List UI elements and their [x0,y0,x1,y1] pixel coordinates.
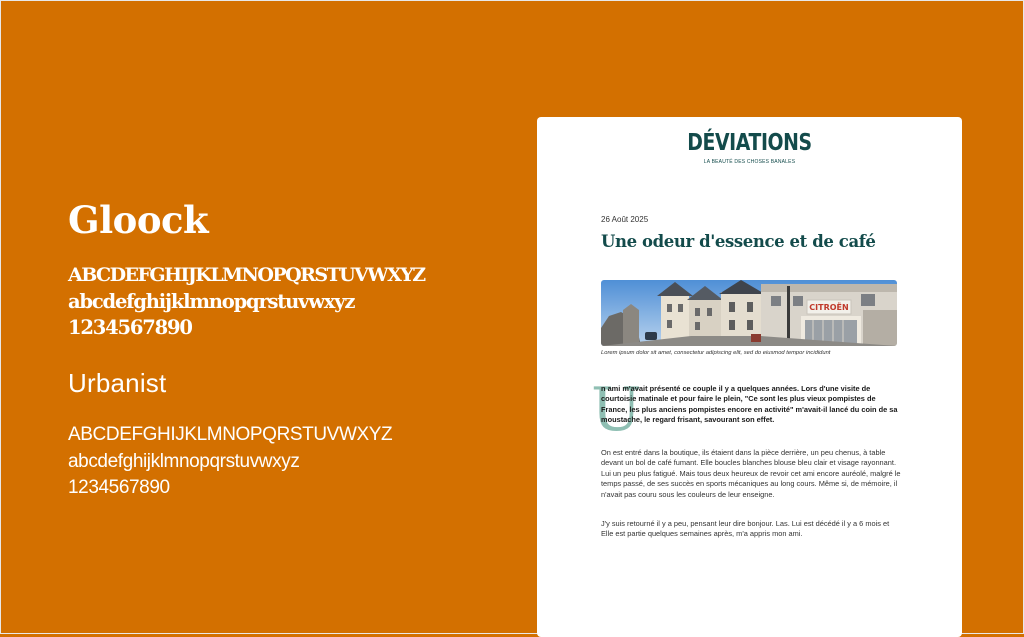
deviations-logo: DÉVIATIONS [687,130,812,156]
urbanist-font-name: Urbanist [68,368,167,398]
urbanist-uppercase-sample: ABCDEFGHIJKLMNOPQRSTUVWXYZ [68,424,393,445]
gloock-lowercase-sample: abcdefghijklmnopqrstuvwxyz [68,290,355,313]
citroen-sign-text: CITROËN [809,303,849,312]
street-photo [601,280,897,346]
gloock-uppercase-sample: ABCDEFGHIJKLMNOPQRSTUVWXYZ [68,264,425,286]
drop-cap: U [591,375,642,445]
article-lede: n ami m'avait présenté ce couple il y a quelques années. Lors d'une visite de courtoisie matinale et pour faire le plein, "Ce sont les plus vieux pompistes de France, les plus anciens pompistes encore en activité" m'avait-il lancé du coin de sa moustache, le regard frisant, savourant son effet. [601,384,898,425]
urbanist-numbers-sample: 1234567890 [68,477,170,498]
article-card [537,117,962,637]
logo-tagline: LA BEAUTÉ DES CHOSES BANALES [703,159,796,165]
article-headline: Une odeur d'essence et de café [601,232,876,251]
gloock-font-name: Gloock [68,198,209,242]
urbanist-lowercase-sample: abcdefghijklmnopqrstuvwxyz [68,451,300,472]
article-date: 26 Août 2025 [601,215,649,224]
photo-caption: Lorem ipsum dolor sit amet, consectetur adipiscing elit, sed do eiusmod tempor incididunt [601,350,831,356]
article-paragraph: J'y suis retourné il y a peu, pensant leur dire bonjour. Las. Lui est décédé il y a 6 mois et Elle est partie quelques semaines après, m'a appris mon ami. [601,519,890,539]
gloock-numbers-sample: 1234567890 [68,316,192,339]
article-paragraph: On est entré dans la boutique, ils étaient dans la pièce derrière, un peu chenus, à table devant un bol de café fumant. Elle boucles blanches blouse bleu clair et visage rayonnant. Lui un peu plus fatigué. Mais tous deux heureux de revoir cet ami encore auréolé, malgré le temps passé, de ses succès en sports mécaniques au long cours. Même si, de mémoire, il n'avait pas couru sous les couleurs de leur enseigne. [601,448,901,499]
